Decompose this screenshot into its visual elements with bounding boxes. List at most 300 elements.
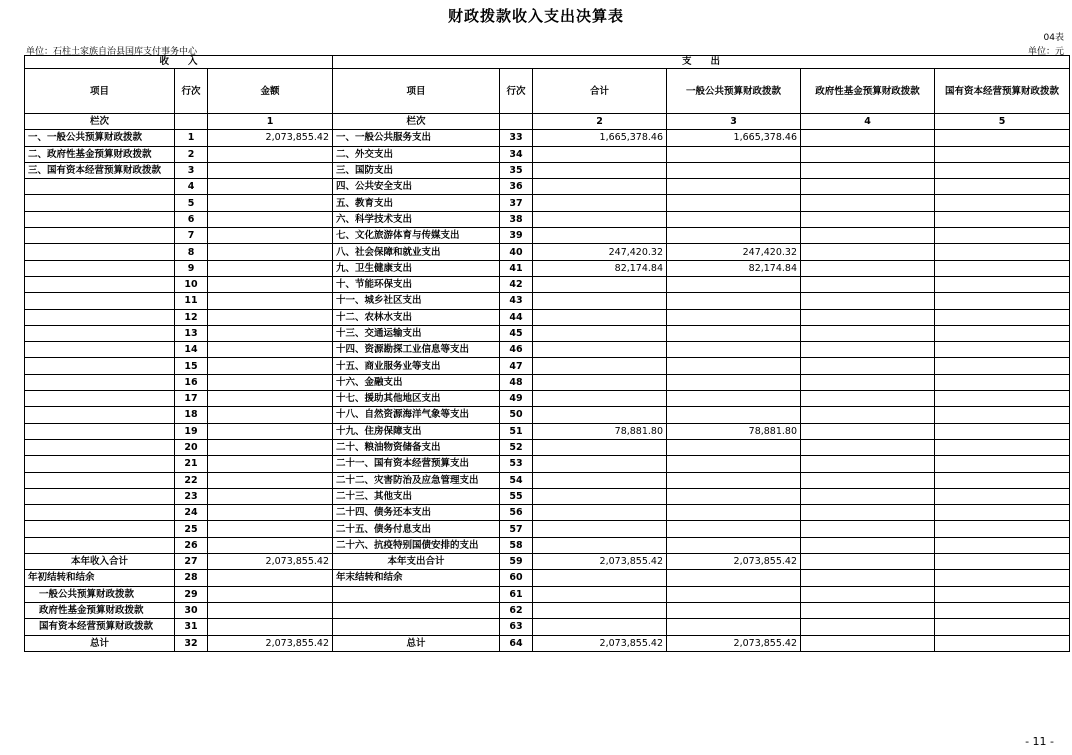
expense-line-cell: 55 — [500, 488, 533, 504]
income-line-cell: 7 — [175, 228, 208, 244]
general-budget-cell: 247,420.32 — [667, 244, 801, 260]
income-amount-cell: 2,073,855.42 — [208, 554, 333, 570]
expense-line-cell: 57 — [500, 521, 533, 537]
expense-line-cell: 64 — [500, 635, 533, 651]
state-capital-cell — [935, 325, 1070, 341]
general-budget-cell — [667, 342, 801, 358]
expense-item-cell: 二十二、灾害防治及应急管理支出 — [333, 472, 500, 488]
income-item-cell — [25, 260, 175, 276]
column-number-row — [25, 114, 1070, 130]
general-budget-cell — [667, 228, 801, 244]
income-amount-cell — [208, 325, 333, 341]
income-line-cell: 25 — [175, 521, 208, 537]
fund-budget-cell — [801, 211, 935, 227]
income-amount-cell — [208, 228, 333, 244]
state-capital-header: 国有资本经营预算财政拨款 — [935, 69, 1070, 114]
total-cell — [533, 162, 667, 178]
expense-item-cell — [333, 619, 500, 635]
expense-item-cell: 四、公共安全支出 — [333, 179, 500, 195]
income-line-cell: 6 — [175, 211, 208, 227]
fund-budget-cell — [801, 619, 935, 635]
income-amount-header: 金额 — [208, 69, 333, 114]
table-row — [25, 374, 1070, 390]
income-line-cell: 18 — [175, 407, 208, 423]
general-budget-cell: 82,174.84 — [667, 260, 801, 276]
expense-item-cell: 十一、城乡社区支出 — [333, 293, 500, 309]
total-cell — [533, 228, 667, 244]
expense-line-cell: 49 — [500, 391, 533, 407]
general-budget-cell — [667, 456, 801, 472]
income-line-cell: 19 — [175, 423, 208, 439]
total-cell — [533, 619, 667, 635]
income-amount-cell: 2,073,855.42 — [208, 130, 333, 146]
state-capital-cell — [935, 309, 1070, 325]
unit-organization: 单位：石柱土家族自治县国库支付事务中心 — [26, 47, 198, 57]
total-cell — [533, 505, 667, 521]
income-amount-cell — [208, 179, 333, 195]
income-line-cell: 1 — [175, 130, 208, 146]
col-number-3: 3 — [667, 114, 801, 130]
expense-item-cell: 一、一般公共服务支出 — [333, 130, 500, 146]
state-capital-cell — [935, 505, 1070, 521]
table-row — [25, 342, 1070, 358]
income-item-cell: 国有资本经营预算财政拨款 — [25, 619, 175, 635]
income-amount-cell — [208, 211, 333, 227]
fund-budget-cell — [801, 276, 935, 292]
fund-budget-cell — [801, 439, 935, 455]
state-capital-cell — [935, 619, 1070, 635]
income-amount-cell — [208, 619, 333, 635]
total-cell — [533, 195, 667, 211]
expense-item-cell: 年末结转和结余 — [333, 570, 500, 586]
header-row-columns — [25, 69, 1070, 114]
total-cell — [533, 570, 667, 586]
fund-budget-cell — [801, 358, 935, 374]
expense-line-cell: 47 — [500, 358, 533, 374]
table-row — [25, 146, 1070, 162]
fund-budget-header: 政府性基金预算财政拨款 — [801, 69, 935, 114]
income-line-cell: 23 — [175, 488, 208, 504]
table-row — [25, 619, 1070, 635]
general-budget-cell — [667, 488, 801, 504]
income-line-cell: 31 — [175, 619, 208, 635]
total-cell — [533, 407, 667, 423]
expense-line-cell: 39 — [500, 228, 533, 244]
income-item-cell — [25, 537, 175, 553]
expense-line-cell: 36 — [500, 179, 533, 195]
state-capital-cell — [935, 488, 1070, 504]
total-cell — [533, 293, 667, 309]
state-capital-cell — [935, 358, 1070, 374]
expense-item-cell: 九、卫生健康支出 — [333, 260, 500, 276]
income-line-cell: 17 — [175, 391, 208, 407]
expense-line-cell: 41 — [500, 260, 533, 276]
income-line-cell: 12 — [175, 309, 208, 325]
income-item-cell — [25, 358, 175, 374]
total-cell — [533, 391, 667, 407]
fund-budget-cell — [801, 472, 935, 488]
table-row — [25, 195, 1070, 211]
income-item-cell: 一、一般公共预算财政拨款 — [25, 130, 175, 146]
expense-item-cell — [333, 602, 500, 618]
col-label-expense: 栏次 — [333, 114, 500, 130]
general-budget-header: 一般公共预算财政拨款 — [667, 69, 801, 114]
income-amount-cell — [208, 293, 333, 309]
income-amount-cell — [208, 374, 333, 390]
total-cell — [533, 439, 667, 455]
table-row — [25, 537, 1070, 553]
expense-line-cell: 48 — [500, 374, 533, 390]
state-capital-cell — [935, 407, 1070, 423]
total-cell — [533, 309, 667, 325]
total-cell — [533, 146, 667, 162]
state-capital-cell — [935, 228, 1070, 244]
fund-budget-cell — [801, 635, 935, 651]
general-budget-cell — [667, 309, 801, 325]
col-number-4: 4 — [801, 114, 935, 130]
fund-budget-cell — [801, 586, 935, 602]
income-item-cell — [25, 325, 175, 341]
income-amount-cell — [208, 162, 333, 178]
income-line-cell: 2 — [175, 146, 208, 162]
total-cell — [533, 179, 667, 195]
expense-line-cell: 38 — [500, 211, 533, 227]
state-capital-cell — [935, 342, 1070, 358]
income-line-cell: 11 — [175, 293, 208, 309]
state-capital-cell — [935, 276, 1070, 292]
income-amount-cell — [208, 407, 333, 423]
income-item-cell — [25, 276, 175, 292]
income-line-cell: 29 — [175, 586, 208, 602]
income-item-cell: 三、国有资本经营预算财政拨款 — [25, 162, 175, 178]
income-amount-cell — [208, 570, 333, 586]
expense-item-cell: 十三、交通运输支出 — [333, 325, 500, 341]
general-budget-cell: 2,073,855.42 — [667, 554, 801, 570]
expense-line-cell: 45 — [500, 325, 533, 341]
general-budget-cell — [667, 472, 801, 488]
state-capital-cell — [935, 439, 1070, 455]
col-blank — [500, 114, 533, 130]
income-amount-cell — [208, 195, 333, 211]
income-line-cell: 28 — [175, 570, 208, 586]
expense-line-cell: 58 — [500, 537, 533, 553]
table-row — [25, 179, 1070, 195]
income-amount-cell — [208, 521, 333, 537]
expense-line-cell: 53 — [500, 456, 533, 472]
expense-line-cell: 44 — [500, 309, 533, 325]
general-budget-cell — [667, 505, 801, 521]
general-budget-cell — [667, 521, 801, 537]
general-budget-cell — [667, 276, 801, 292]
income-item-cell — [25, 488, 175, 504]
income-amount-cell — [208, 309, 333, 325]
expense-line-cell: 51 — [500, 423, 533, 439]
expense-line-cell: 63 — [500, 619, 533, 635]
state-capital-cell — [935, 146, 1070, 162]
income-line-cell: 13 — [175, 325, 208, 341]
table-row — [25, 211, 1070, 227]
general-budget-cell — [667, 602, 801, 618]
table-row — [25, 391, 1070, 407]
expense-line-cell: 54 — [500, 472, 533, 488]
expense-item-cell — [333, 586, 500, 602]
col-blank — [175, 114, 208, 130]
fund-budget-cell — [801, 146, 935, 162]
expense-item-cell: 二十五、债务付息支出 — [333, 521, 500, 537]
income-item-cell — [25, 521, 175, 537]
income-line-cell: 22 — [175, 472, 208, 488]
income-item-cell — [25, 228, 175, 244]
table-row — [25, 407, 1070, 423]
income-item-cell — [25, 195, 175, 211]
general-budget-cell — [667, 439, 801, 455]
fund-budget-cell — [801, 570, 935, 586]
income-amount-cell — [208, 505, 333, 521]
total-cell — [533, 325, 667, 341]
expense-line-cell: 42 — [500, 276, 533, 292]
table-row — [25, 456, 1070, 472]
fund-budget-cell — [801, 228, 935, 244]
income-amount-cell — [208, 456, 333, 472]
fund-budget-cell — [801, 602, 935, 618]
state-capital-cell — [935, 211, 1070, 227]
fund-budget-cell — [801, 554, 935, 570]
income-amount-cell — [208, 358, 333, 374]
total-cell: 247,420.32 — [533, 244, 667, 260]
fund-budget-cell — [801, 521, 935, 537]
total-cell — [533, 537, 667, 553]
expense-line-cell: 46 — [500, 342, 533, 358]
fund-budget-cell — [801, 342, 935, 358]
state-capital-cell — [935, 374, 1070, 390]
general-budget-cell — [667, 293, 801, 309]
general-budget-cell — [667, 179, 801, 195]
expense-item-cell: 七、文化旅游体育与传媒支出 — [333, 228, 500, 244]
table-row — [25, 260, 1070, 276]
income-amount-cell — [208, 586, 333, 602]
general-budget-cell — [667, 537, 801, 553]
table-row — [25, 130, 1070, 146]
total-cell — [533, 276, 667, 292]
fund-budget-cell — [801, 325, 935, 341]
expense-item-cell: 八、社会保障和就业支出 — [333, 244, 500, 260]
income-amount-cell — [208, 488, 333, 504]
total-header: 合计 — [533, 69, 667, 114]
income-item-cell: 二、政府性基金预算财政拨款 — [25, 146, 175, 162]
expense-line-cell: 40 — [500, 244, 533, 260]
income-line-cell: 30 — [175, 602, 208, 618]
fund-budget-cell — [801, 179, 935, 195]
state-capital-cell — [935, 570, 1070, 586]
state-capital-cell — [935, 260, 1070, 276]
state-capital-cell — [935, 635, 1070, 651]
fund-budget-cell — [801, 456, 935, 472]
general-budget-cell — [667, 407, 801, 423]
income-amount-cell — [208, 391, 333, 407]
expense-section-header: 支 出 — [333, 56, 1070, 69]
expense-line-cell: 43 — [500, 293, 533, 309]
expense-item-cell: 三、国防支出 — [333, 162, 500, 178]
income-amount-cell — [208, 260, 333, 276]
expense-item-cell: 二十三、其他支出 — [333, 488, 500, 504]
table-row — [25, 472, 1070, 488]
income-line-cell: 15 — [175, 358, 208, 374]
state-capital-cell — [935, 521, 1070, 537]
page-title: 财政拨款收入支出决算表 — [447, 7, 624, 25]
col-number-1: 1 — [208, 114, 333, 130]
expense-item-cell: 十六、金融支出 — [333, 374, 500, 390]
table-row — [25, 309, 1070, 325]
income-line-cell: 3 — [175, 162, 208, 178]
income-item-cell — [25, 505, 175, 521]
income-line-cell: 24 — [175, 505, 208, 521]
income-item-cell: 政府性基金预算财政拨款 — [25, 602, 175, 618]
income-line-cell: 8 — [175, 244, 208, 260]
total-cell — [533, 488, 667, 504]
total-cell: 82,174.84 — [533, 260, 667, 276]
table-row — [25, 162, 1070, 178]
total-cell: 1,665,378.46 — [533, 130, 667, 146]
general-budget-cell — [667, 195, 801, 211]
income-line-cell: 10 — [175, 276, 208, 292]
expense-line-cell: 60 — [500, 570, 533, 586]
general-budget-cell: 2,073,855.42 — [667, 635, 801, 651]
total-cell — [533, 472, 667, 488]
form-number: 04表 — [1043, 33, 1064, 43]
income-item-cell: 一般公共预算财政拨款 — [25, 586, 175, 602]
table-row — [25, 586, 1070, 602]
income-line-cell: 26 — [175, 537, 208, 553]
income-line-cell: 21 — [175, 456, 208, 472]
general-budget-cell: 1,665,378.46 — [667, 130, 801, 146]
table-row — [25, 439, 1070, 455]
income-amount-cell — [208, 602, 333, 618]
income-item-cell — [25, 293, 175, 309]
fund-budget-cell — [801, 309, 935, 325]
expense-item-cell: 二、外交支出 — [333, 146, 500, 162]
fund-budget-cell — [801, 423, 935, 439]
total-cell — [533, 374, 667, 390]
state-capital-cell — [935, 179, 1070, 195]
state-capital-cell — [935, 162, 1070, 178]
income-amount-cell — [208, 244, 333, 260]
general-budget-cell — [667, 374, 801, 390]
expense-line-cell: 61 — [500, 586, 533, 602]
table-row — [25, 570, 1070, 586]
expense-line-cell: 33 — [500, 130, 533, 146]
expense-line-cell: 56 — [500, 505, 533, 521]
table-row — [25, 505, 1070, 521]
expense-item-cell: 十五、商业服务业等支出 — [333, 358, 500, 374]
fund-budget-cell — [801, 162, 935, 178]
fund-budget-cell — [801, 374, 935, 390]
col-number-5: 5 — [935, 114, 1070, 130]
expense-line-cell: 50 — [500, 407, 533, 423]
table-row — [25, 358, 1070, 374]
total-cell: 2,073,855.42 — [533, 554, 667, 570]
income-item-cell — [25, 179, 175, 195]
table-row — [25, 325, 1070, 341]
fund-budget-cell — [801, 505, 935, 521]
income-line-cell: 9 — [175, 260, 208, 276]
table-row — [25, 635, 1070, 651]
expense-line-cell: 35 — [500, 162, 533, 178]
income-item-cell — [25, 342, 175, 358]
total-cell — [533, 602, 667, 618]
income-amount-cell — [208, 276, 333, 292]
income-line-cell: 5 — [175, 195, 208, 211]
state-capital-cell — [935, 293, 1070, 309]
fund-budget-cell — [801, 130, 935, 146]
page-number: - 11 - — [1025, 735, 1054, 748]
expense-item-cell: 二十四、债务还本支出 — [333, 505, 500, 521]
income-item-cell — [25, 309, 175, 325]
table-row — [25, 228, 1070, 244]
table-row — [25, 293, 1070, 309]
expense-item-cell: 二十、粮油物资储备支出 — [333, 439, 500, 455]
income-amount-cell: 2,073,855.42 — [208, 635, 333, 651]
state-capital-cell — [935, 391, 1070, 407]
fund-budget-cell — [801, 537, 935, 553]
table-row — [25, 521, 1070, 537]
expense-item-cell: 二十六、抗疫特别国债安排的支出 — [333, 537, 500, 553]
income-item-cell — [25, 407, 175, 423]
income-line-cell: 14 — [175, 342, 208, 358]
state-capital-cell — [935, 423, 1070, 439]
income-line-cell: 32 — [175, 635, 208, 651]
general-budget-cell — [667, 586, 801, 602]
fund-budget-cell — [801, 391, 935, 407]
state-capital-cell — [935, 602, 1070, 618]
income-line-header: 行次 — [175, 69, 208, 114]
total-cell — [533, 456, 667, 472]
income-item-cell — [25, 423, 175, 439]
unit-currency: 单位：元 — [1027, 47, 1064, 57]
expense-item-header: 项目 — [333, 69, 500, 114]
fund-budget-cell — [801, 488, 935, 504]
total-cell — [533, 342, 667, 358]
expense-line-cell: 52 — [500, 439, 533, 455]
expense-line-cell: 62 — [500, 602, 533, 618]
expense-line-cell: 37 — [500, 195, 533, 211]
income-amount-cell — [208, 472, 333, 488]
header-row-sections — [25, 56, 1070, 69]
general-budget-cell — [667, 358, 801, 374]
expense-item-cell: 十、节能环保支出 — [333, 276, 500, 292]
income-item-cell: 本年收入合计 — [25, 554, 175, 570]
col-label-income: 栏次 — [25, 114, 175, 130]
expense-item-cell: 二十一、国有资本经营预算支出 — [333, 456, 500, 472]
fund-budget-cell — [801, 244, 935, 260]
income-item-cell — [25, 374, 175, 390]
income-line-cell: 27 — [175, 554, 208, 570]
fund-budget-cell — [801, 195, 935, 211]
expense-line-cell: 34 — [500, 146, 533, 162]
total-cell — [533, 358, 667, 374]
table-row — [25, 554, 1070, 570]
appropriation-table — [24, 55, 1070, 652]
expense-item-cell: 六、科学技术支出 — [333, 211, 500, 227]
income-item-cell: 总计 — [25, 635, 175, 651]
fund-budget-cell — [801, 407, 935, 423]
general-budget-cell — [667, 391, 801, 407]
state-capital-cell — [935, 554, 1070, 570]
income-amount-cell — [208, 423, 333, 439]
income-item-cell — [25, 472, 175, 488]
general-budget-cell — [667, 162, 801, 178]
state-capital-cell — [935, 130, 1070, 146]
income-item-cell — [25, 244, 175, 260]
